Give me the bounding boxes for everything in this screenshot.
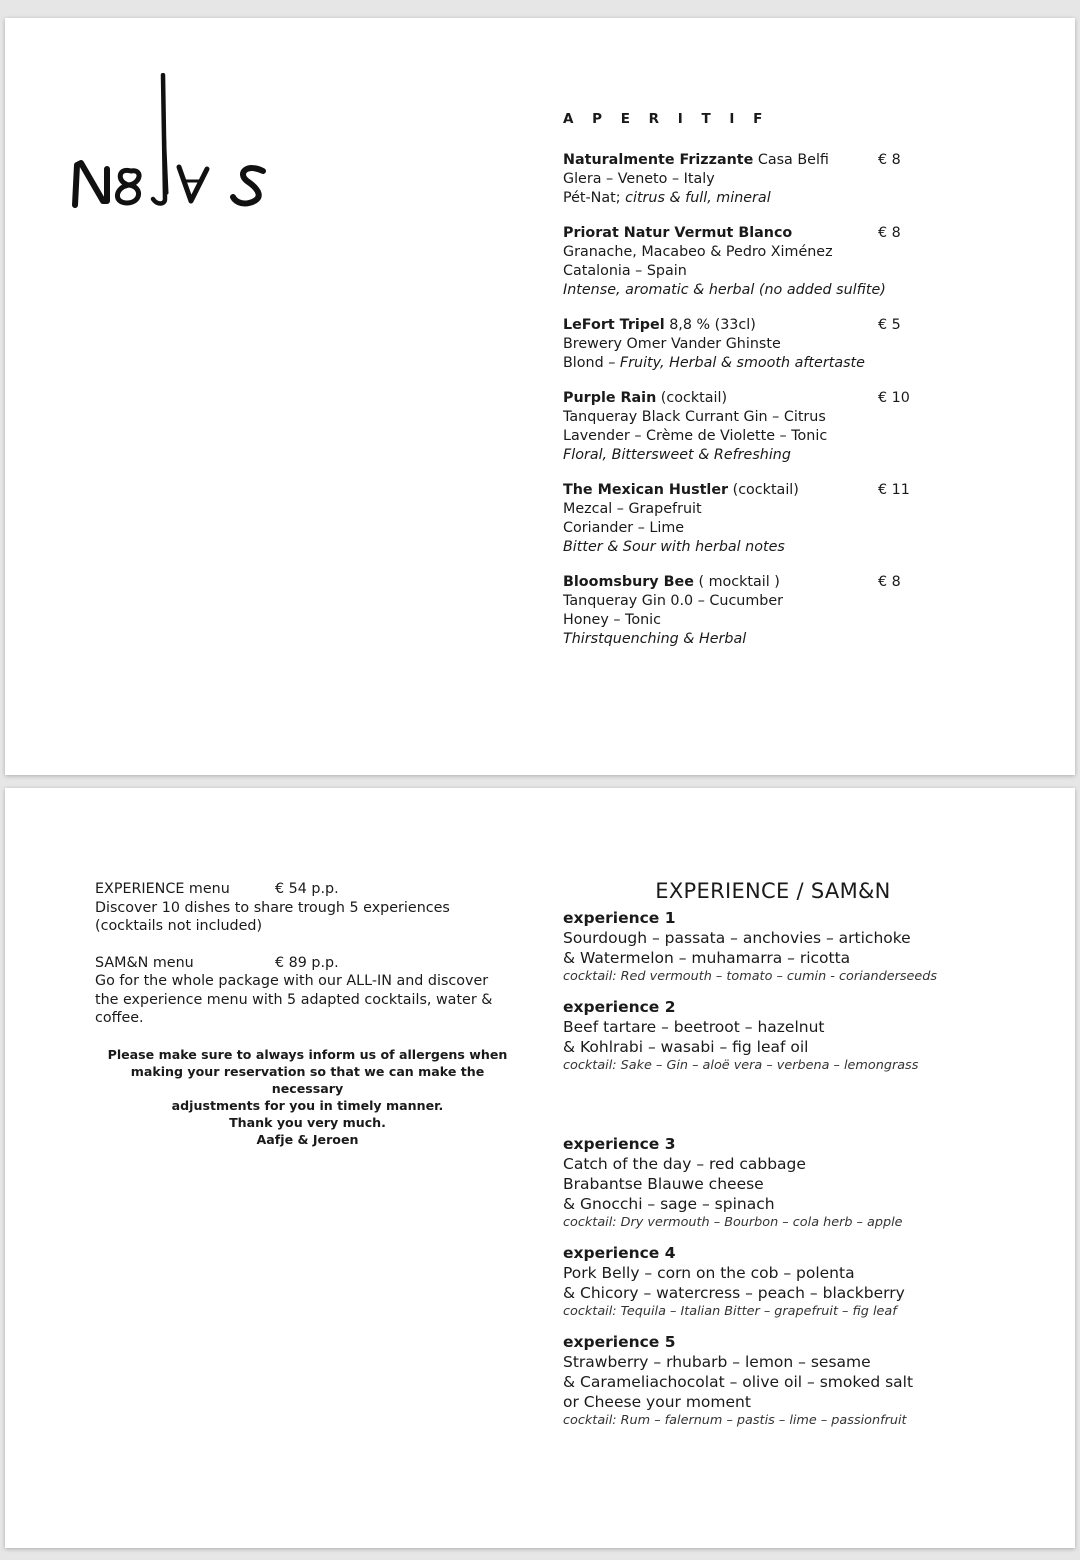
menu-price: € 89 p.p. bbox=[275, 954, 339, 971]
notice-line: Please make sure to always inform us of allergens when bbox=[107, 1046, 508, 1062]
course-name: experience 1 bbox=[563, 909, 676, 927]
course-line: or Cheese your moment bbox=[563, 1393, 751, 1411]
drink-line: Glera – Veneto – Italy bbox=[563, 171, 715, 187]
course-cocktail: cocktail: Rum – falernum – pastis – lime – passionfruit bbox=[563, 1413, 907, 1428]
menu-options bbox=[95, 880, 520, 1148]
notice-line: adjustments for you in timely manner. bbox=[171, 1097, 444, 1113]
drink-line: Granache, Macabeo & Pedro Ximénez bbox=[563, 244, 833, 260]
course-line: & Watermelon – muhamarra – ricotta bbox=[563, 949, 851, 967]
drink-extra: (cocktail) bbox=[656, 390, 728, 406]
experience-course bbox=[563, 997, 1063, 1074]
drink-description: citrus & full, mineral bbox=[625, 190, 771, 206]
course-line: Strawberry – rhubarb – lemon – sesame bbox=[563, 1353, 871, 1371]
menu-line: the experience menu with 5 adapted cocktails, water & bbox=[95, 991, 493, 1008]
drink-description: Fruity, Herbal & smooth aftertaste bbox=[619, 355, 865, 371]
drink-name: Purple Rain bbox=[563, 390, 657, 406]
drink-name: Bloomsbury Bee bbox=[563, 574, 694, 590]
menu-page-aperitif bbox=[5, 18, 1075, 775]
experience-heading: EXPERIENCE / SAM&N bbox=[655, 879, 891, 903]
drink-price: € 5 bbox=[878, 317, 901, 333]
course-line: Sourdough – passata – anchovies – artichoke bbox=[563, 929, 911, 947]
menu-label: SAM&N menu bbox=[95, 954, 194, 971]
aperitif-heading: A P E R I T I F bbox=[563, 111, 770, 127]
drink-item bbox=[563, 151, 1063, 208]
drink-name: The Mexican Hustler bbox=[563, 482, 729, 498]
drink-line: Tanqueray Black Currant Gin – Citrus bbox=[563, 409, 826, 425]
drink-description: Intense, aromatic & herbal (no added sulfite) bbox=[563, 282, 886, 298]
experience-section bbox=[563, 879, 1063, 1441]
drink-price: € 8 bbox=[878, 574, 901, 590]
drink-extra: (cocktail) bbox=[728, 482, 799, 498]
notice-signature: Aafje & Jeroen bbox=[256, 1131, 359, 1147]
menu-page-experience bbox=[5, 788, 1075, 1548]
restaurant-logo bbox=[67, 73, 277, 218]
drink-line: Lavender – Crème de Violette – Tonic bbox=[563, 428, 828, 444]
drink-item bbox=[563, 573, 1063, 649]
experience-course bbox=[563, 1332, 1063, 1429]
drink-line: Honey – Tonic bbox=[563, 612, 661, 628]
course-name: experience 3 bbox=[563, 1135, 676, 1153]
drink-line: Catalonia – Spain bbox=[563, 263, 687, 279]
course-line: & Carameliachocolat – olive oil – smoked salt bbox=[563, 1373, 914, 1391]
drink-desc-prefix: Pét-Nat; bbox=[563, 190, 626, 206]
experience-course bbox=[563, 1243, 1063, 1320]
course-line: Pork Belly – corn on the cob – polenta bbox=[563, 1264, 855, 1282]
allergen-notice bbox=[95, 1046, 520, 1148]
drink-desc-prefix: Blond – bbox=[563, 355, 620, 371]
experience-menu-block bbox=[95, 880, 520, 936]
aperitif-section bbox=[563, 110, 1063, 665]
course-cocktail: cocktail: Dry vermouth – Bourbon – cola herb – apple bbox=[563, 1215, 903, 1230]
course-cocktail: cocktail: Sake – Gin – aloë vera – verbena – lemongrass bbox=[563, 1058, 919, 1073]
course-cocktail: cocktail: Tequila – Italian Bitter – grapefruit – fig leaf bbox=[563, 1304, 897, 1319]
course-cocktail: cocktail: Red vermouth – tomato – cumin - corianderseeds bbox=[563, 969, 938, 984]
course-name: experience 4 bbox=[563, 1244, 676, 1262]
notice-line: making your reservation so that we can make the necessary bbox=[130, 1063, 485, 1096]
drink-line: Tanqueray Gin 0.0 – Cucumber bbox=[563, 593, 784, 609]
course-line: & Chicory – watercress – peach – blackberry bbox=[563, 1284, 905, 1302]
drink-name: Naturalmente Frizzante bbox=[563, 152, 754, 168]
menu-line: coffee. bbox=[95, 1010, 144, 1026]
drink-item bbox=[563, 224, 1063, 300]
drink-name: Priorat Natur Vermut Blanco bbox=[563, 225, 793, 241]
drink-name: LeFort Tripel bbox=[563, 317, 665, 333]
drink-description: Thirstquenching & Herbal bbox=[563, 631, 747, 647]
drink-price: € 10 bbox=[878, 390, 910, 406]
course-line: & Kohlrabi – wasabi – fig leaf oil bbox=[563, 1038, 809, 1056]
drink-line: Brewery Omer Vander Ghinste bbox=[563, 336, 781, 352]
course-name: experience 5 bbox=[563, 1333, 676, 1351]
drink-item bbox=[563, 481, 1063, 557]
course-line: Catch of the day – red cabbage bbox=[563, 1155, 806, 1173]
drink-item bbox=[563, 316, 1063, 373]
drink-line: Coriander – Lime bbox=[563, 520, 685, 536]
course-line: & Gnocchi – sage – spinach bbox=[563, 1195, 775, 1213]
drink-price: € 8 bbox=[878, 152, 901, 168]
menu-line: Go for the whole package with our ALL-IN and discover bbox=[95, 973, 489, 989]
notice-line: Thank you very much. bbox=[229, 1114, 386, 1130]
experience-course bbox=[563, 1134, 1063, 1231]
drink-description: Floral, Bittersweet & Refreshing bbox=[563, 447, 791, 463]
menu-price: € 54 p.p. bbox=[275, 881, 339, 897]
course-line: Brabantse Blauwe cheese bbox=[563, 1175, 764, 1193]
menu-line: Discover 10 dishes to share trough 5 experiences bbox=[95, 899, 450, 916]
course-line: Beef tartare – beetroot – hazelnut bbox=[563, 1018, 825, 1036]
experience-course bbox=[563, 908, 1063, 985]
menu-label: EXPERIENCE menu bbox=[95, 881, 230, 897]
drink-description: Bitter & Sour with herbal notes bbox=[563, 539, 785, 555]
drink-price: € 11 bbox=[878, 482, 910, 498]
drink-item bbox=[563, 389, 1063, 465]
drink-extra: Casa Belfi bbox=[753, 152, 829, 168]
drink-extra: 8,8 % (33cl) bbox=[664, 317, 756, 333]
course-name: experience 2 bbox=[563, 998, 676, 1016]
drink-price: € 8 bbox=[878, 225, 901, 241]
drink-line: Mezcal – Grapefruit bbox=[563, 501, 702, 517]
drink-extra: ( mocktail ) bbox=[693, 574, 780, 590]
menu-line: (cocktails not included) bbox=[95, 918, 263, 934]
saman-menu-block bbox=[95, 954, 520, 1028]
